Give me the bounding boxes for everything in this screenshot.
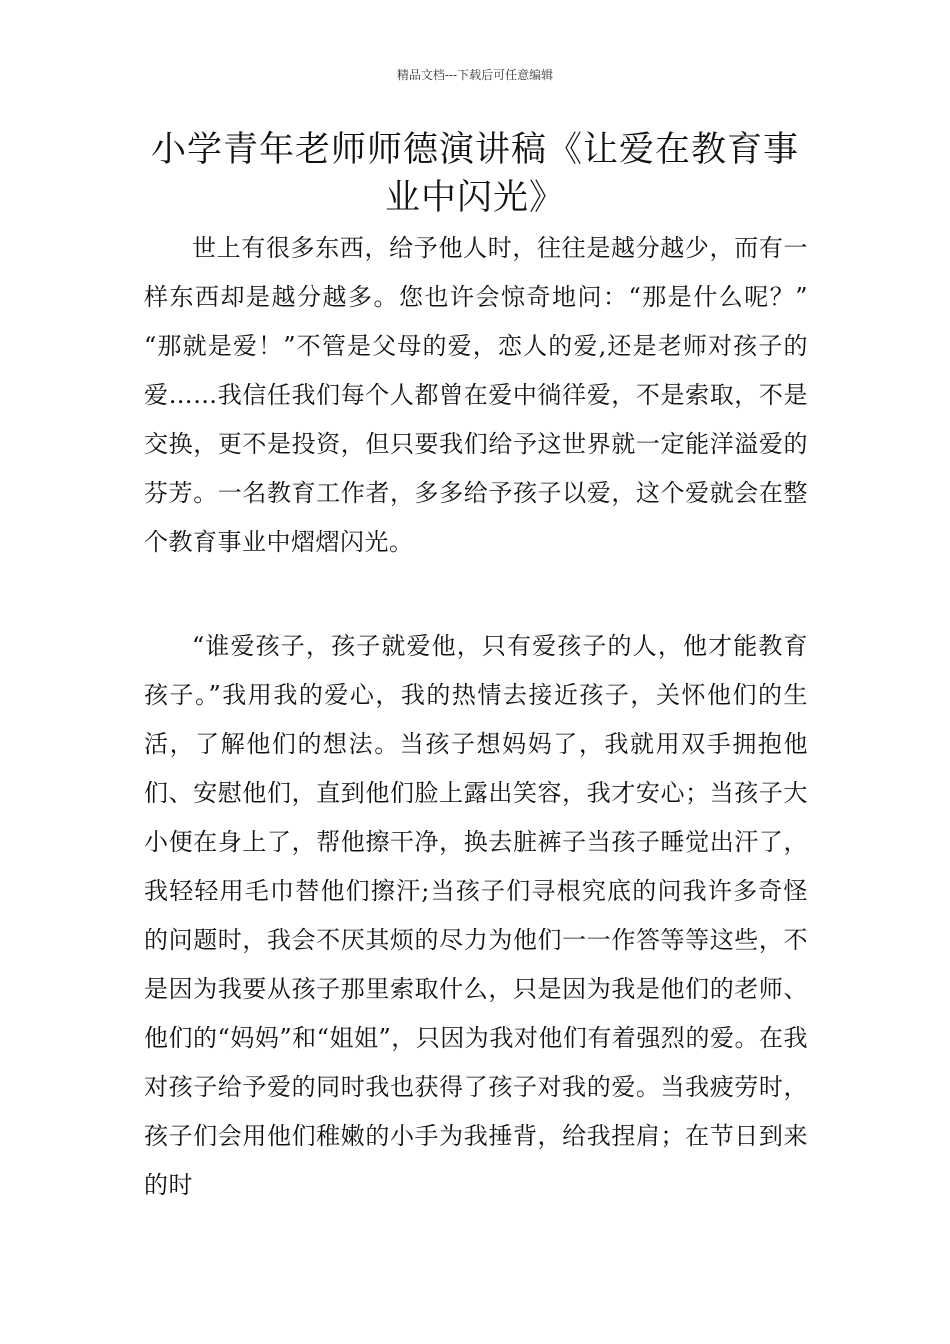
paragraph-1: 世上有很多东西，给予他人时，往往是越分越少，而有一样东西却是越分越多。您也许会惊奇地问：“那是什么呢？” “那就是爱！”不管是父母的爱，恋人的爱,还是老师对孩子的爱……我信任我们每个人都曾在爱中徜徉爱，不是索取，不是交换，更不是投资，但只要我们给予这世界就一定能洋溢爱的芬芳。一名教育工作者，多多给予孩子以爱，这个爱就会在整个教育事业中熠熠闪光。 bbox=[144, 234, 808, 556]
paragraph-2: “谁爱孩子，孩子就爱他，只有爱孩子的人，他才能教育孩子。”我用我的爱心，我的热情去接近孩子，关怀他们的生活，了解他们的想法。当孩子想妈妈了，我就用双手拥抱他们、安慰他们，直到他们脸上露出笑容，我才安心；当孩子大小便在身上了，帮他擦干净，换去脏裤子当孩子睡觉出汗了，我轻轻用毛巾替他们擦汗;当孩子们寻根究底的问我许多奇怪的问题时，我会不厌其烦的尽力为他们一一作答等等这些，不是因为我要从孩子那里索取什么，只是因为我是他们的老师、他们的“妈妈”和“姐姐”，只因为我对他们有着强烈的爱。在我对孩子给予爱的同时我也获得了孩子对我的爱。当我疲劳时，孩子们会用他们稚嫩的小手为我捶背，给我捏肩；在节日到来的时 bbox=[144, 632, 808, 1199]
header-note: 精品文档---下载后可任意编辑 bbox=[396, 68, 554, 82]
document-title: 小学青年老师师德演讲稿《让爱在教育事业中闪光》 bbox=[150, 130, 799, 218]
